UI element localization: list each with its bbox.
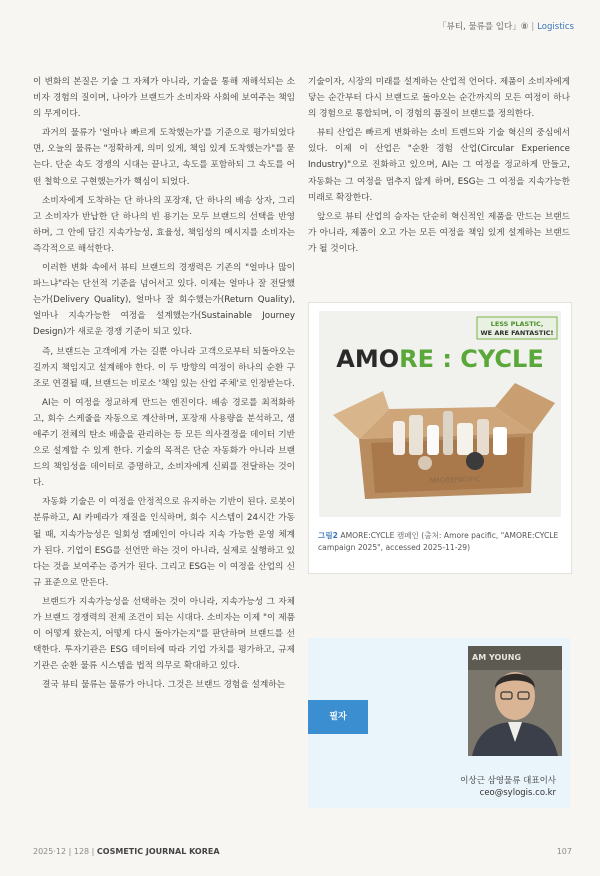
author-email: ceo@sylogis.co.kr [479,788,556,798]
running-header [438,20,574,32]
caption-label: 그림2 [318,531,338,540]
paragraph: AI는 이 여정을 정교하게 만드는 엔진이다. 배송 경로를 최적화하고, 회수 스케줄을 자동으로 계산하며, 포장재 사용량을 분석하고, 생애주기 전체의 탄소 배출을 관리하는 등 모든 의사결정을 데이터 기반으로 설계할 수 있게 한다. 기술의 목적은 단순 자동화가 아니라 브랜드의 책임성을 데이터로 증명하고, 소비자에게 신뢰를 전달하는 것이다. [33,397,295,489]
header-divider: | [531,22,535,32]
paragraph: 브랜드가 지속가능성을 선택하는 것이 아니라, 지속가능성 그 자체가 브랜드 경쟁력의 전제 조건이 되는 시대다. 소비자는 이제 "이 제품이 어떻게 왔는지, 어떻게 다시 돌아가는지"를 판단하며 브랜드를 선택한다. 투자기관은 ESG 데이터에 따라 기업 가치를 평가하고, 규제기관은 순환 물류 시스템을 법적 의무로 확대하고 있다. [33,596,295,672]
paragraph: 자동화 기술은 이 여정을 안정적으로 유지하는 기반이 된다. 로봇이 분류하고, AI 카메라가 재질을 인식하며, 회수 시스템이 24시간 가동될 때, 지속가능성은 일회성 캠페인이 아니라 지속 가능한 운영 체계가 된다. 기업이 ESG를 선언만 하는 것이 아니라, 실제로 실행하고 있다는 것을 보여주는 증거가 된다. 그리고 ESG는 이 여정을 산업의 신규 표준으로 만든다. [33,497,295,588]
author-photo [468,646,562,756]
paragraph: 뷰티 산업은 빠르게 변화하는 소비 트렌드와 기술 혁신의 중심에서 있다. 이제 이 산업은 "순환 경험 산업(Circular Experience Industry)"으로 진화하고 있으며, AI는 그 여정을 정교하게 만들고, 자동화는 그 여정을 멈추지 않게 하며, ESG는 그 여정을 지속가능한 미래로 확장한다. [308,128,570,203]
paragraph: 이 변화의 본질은 기술 그 자체가 아니라, 기술을 통해 재해석되는 소비자 경험의 질이며, 나아가 브랜드가 소비자와 사회에 보여주는 책임의 무게이다. [33,77,295,120]
paragraph: 기술이자, 시장의 미래를 설계하는 산업적 언어다. 제품이 소비자에게 닿는 순간부터 다시 브랜드로 돌아오는 순간까지의 모든 여정이 하나의 경험으로 통합되며, 이 경험의 품질이 브랜드를 정의한다. [308,77,570,120]
paragraph: 이러한 변화 속에서 뷰티 브랜드의 경쟁력은 기존의 "얼마나 많이 파느냐"라는 단선적 기준을 넘어서고 있다. 이제는 얼마나 잘 전달했는가(Delivery Quality), 얼마나 잘 회수했는가(Return Quality), 얼마나 지속가능한 여정을 설계했는가(Sustainable Journey Design)가 새로운 경쟁 기준이 되고 있다. [33,263,295,338]
author-name: 이상근 삼영물류 대표이사 [460,776,556,786]
campaign-illustration [319,311,561,517]
magazine-name: COSMETIC JOURNAL KOREA [96,847,220,856]
left-column [33,74,295,696]
caption-text: AMORE:CYCLE 캠페인 (출처: Amore pacific, "AMORE:CYCLE campaign 2025", accessed 2025-11-29) [318,531,559,552]
author-box [308,638,570,808]
page-footer [33,847,220,856]
box-print: AMOREPACIFIC [428,475,482,485]
campaign-headline: AMORE : CYCLE [336,345,544,373]
paragraph: 앞으로 뷰티 산업의 승자는 단순히 혁신적인 제품을 만드는 브랜드가 아니라, 제품이 오고 가는 모든 여정을 책임 있게 설계하는 브랜드가 될 것이다. [308,211,570,254]
figure-caption [318,530,562,553]
series-title: 「뷰티, 물류를 입다」⑧ [438,22,529,32]
right-column [308,74,570,260]
backdrop-text: AM YOUNG [472,653,522,662]
badge-line-2: WE ARE FANTASTIC! [480,329,554,337]
author-portrait [468,646,562,756]
paragraph: 즉, 브랜드는 고객에게 가는 길뿐 아니라 고객으로부터 되돌아오는 길까지 책임지고 설계해야 한다. 이 두 방향의 여정이 하나의 순환 구조로 연결될 때, 브랜드는 비로소 '책임 있는 산업 주체'로 인정받는다. [33,346,295,389]
paragraph: 소비자에게 도착하는 단 하나의 포장재, 단 하나의 배송 상자, 그리고 소비자가 반납한 단 하나의 빈 용기는 모두 브랜드의 선택을 반영하며, 그 안에 담긴 지속가능성, 효율성, 책임성의 메시지를 소비자는 즉각적으로 해석한다. [33,195,295,254]
author-tag: 필자 [308,700,368,734]
amorecycle-campaign-image [319,311,561,517]
paragraph: 과거의 물류가 '얼마나 빠르게 도착했는가'를 기준으로 평가되었다면, 오늘의 물류는 "정확하게, 의미 있게, 책임 있게 도착했는가"를 묻는다. 단순 속도 경쟁의 시대는 끝나고, 속도를 포함하되 그 속도를 어떤 철학으로 구현했는가가 핵심이 되었다. [33,128,295,187]
section-label: Logistics [537,22,574,32]
badge-line-1: LESS PLASTIC, [490,320,544,328]
less-plastic-badge [477,317,557,339]
footer-issue: 2025·12 | 128 | [33,847,97,856]
paragraph: 결국 뷰티 물류는 물류가 아니다. 그것은 브랜드 경험을 설계하는 [42,680,286,691]
page-number: 107 [556,847,572,856]
